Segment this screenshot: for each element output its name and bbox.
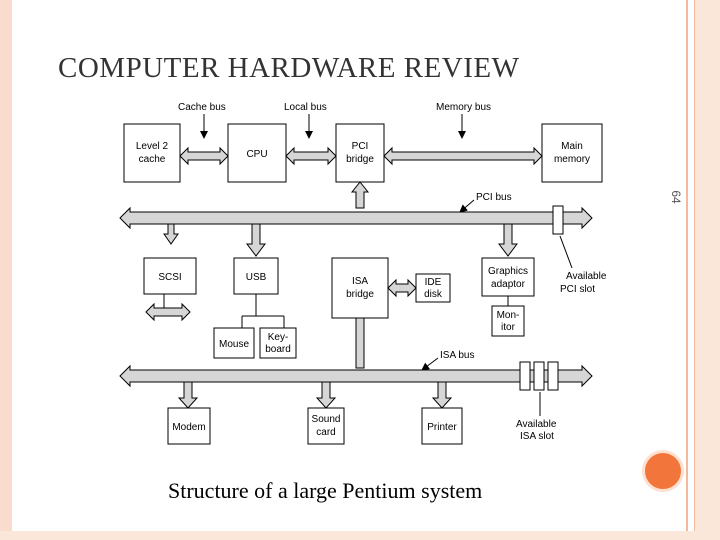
isa-bridge-label-1: ISA [351,276,369,287]
pci-bridge-box [336,124,384,182]
memory-bus-label: Memory bus [436,102,492,113]
ide-disk-label-2: disk [424,289,442,300]
keyboard-label-1: Key- [267,332,289,343]
isa-bridge-box [332,258,388,318]
pci-bridge-label-1: PCI [351,141,369,152]
isa-slot-2 [534,362,544,390]
monitor-label-1: Mon- [496,310,520,321]
printer-label: Printer [427,422,457,433]
main-memory-box [542,124,602,182]
main-memory-label-2: memory [553,154,591,165]
cache-bus-label: Cache bus [178,102,226,113]
level2-cache-label-2: cache [138,154,166,165]
slide-title: COMPUTER HARDWARE REVIEW [58,52,520,84]
figure-caption: Structure of a large Pentium system [168,478,483,503]
monitor-label-2: itor [501,322,515,333]
pci-slot [553,206,563,234]
modem-label: Modem [172,422,206,433]
main-memory-label-1: Main [561,141,583,152]
usb-label: USB [245,272,267,283]
page-number: 64 [669,190,683,204]
available-isa-slot-label-2: ISA slot [520,431,554,442]
scsi-label: SCSI [158,272,182,283]
graphics-adaptor-label-1: Graphics [487,266,529,277]
pci-bus-label: PCI bus [476,192,512,203]
local-bus-label: Local bus [284,102,327,113]
pentium-system-diagram [110,96,610,456]
sound-card-label-2: card [316,427,336,438]
level2-cache-label-1: Level 2 [135,141,169,152]
isa-slot-3 [548,362,558,390]
frame-right-line-inner [694,0,695,540]
frame-left-border [0,0,12,540]
available-pci-slot-label-1: Available [566,271,607,282]
frame-bottom-border [0,531,720,540]
graphics-adaptor-box [482,258,534,296]
mouse-label: Mouse [218,339,250,350]
frame-right-line [686,0,688,540]
isa-bridge-label-2: bridge [346,289,374,300]
level2-cache-box [124,124,180,182]
isa-bus-label: ISA bus [440,350,475,361]
keyboard-label-2: board [265,344,291,355]
available-pci-slot-label-2: PCI slot [560,284,596,295]
cpu-label: CPU [246,149,268,160]
decorative-circle [642,450,684,492]
ide-disk-label-1: IDE [424,277,442,288]
available-isa-slot-label-1: Available [516,419,557,430]
isa-slot-1 [520,362,530,390]
pci-bus [120,208,592,228]
sound-card-label-1: Sound [311,414,341,425]
frame-right-border [694,0,720,540]
pci-bridge-label-2: bridge [346,154,374,165]
graphics-adaptor-label-2: adaptor [491,279,525,290]
